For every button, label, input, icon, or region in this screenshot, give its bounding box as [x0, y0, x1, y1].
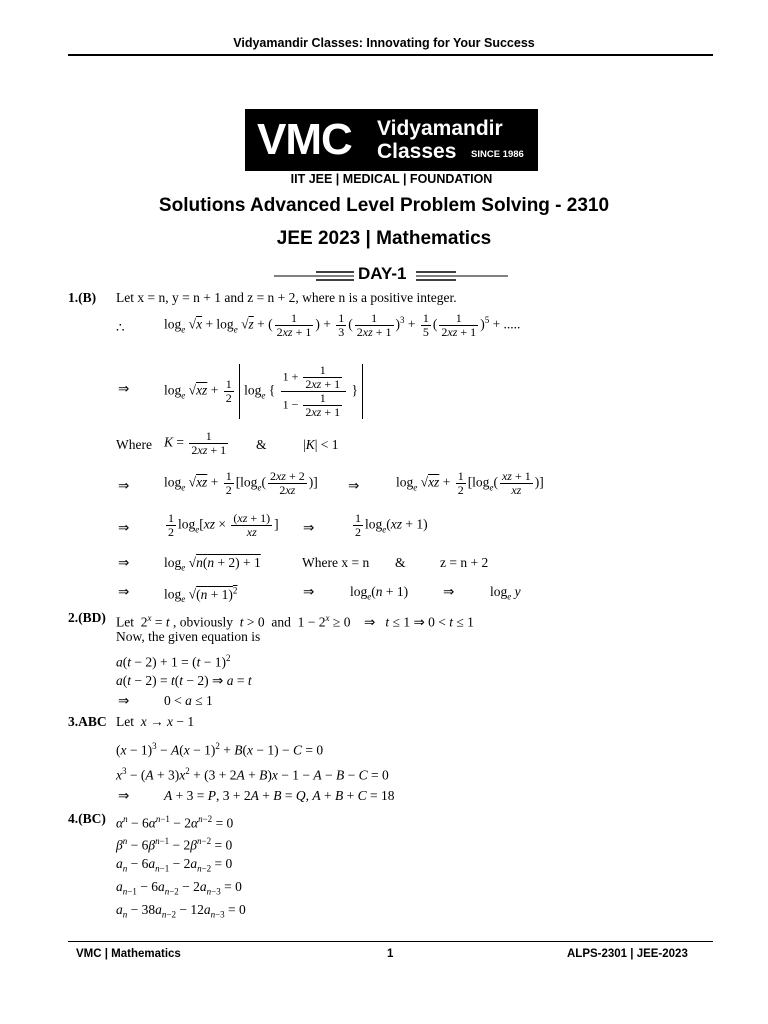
- implies-symbol: ⇒: [443, 584, 455, 599]
- q1-step-e: $\log_e √n(n + 2) + 1$: [164, 555, 261, 573]
- q1-step-g: $\log_e(n + 1)$: [350, 584, 409, 602]
- q1-step-log: $\log_e √xz$ + $\frac{1}{2}$ $\log_e$ { 1 + $\frac{1}{2xz + 1}$ 1 − $\frac{1}{2xz + 1}$ }: [164, 364, 363, 419]
- implies-symbol: ⇒: [118, 584, 130, 599]
- q3-let: Let x → x − 1: [116, 714, 195, 729]
- q4-eq5: $a_n - 38a_{n-2} - 12a_{n-3} = 0$: [116, 902, 246, 920]
- k-condition: |K| < 1: [303, 437, 339, 452]
- page-header: Vidyamandir Classes: Innovating for Your Success: [233, 36, 535, 50]
- logo-name-line2: Classes: [377, 140, 457, 163]
- where-x: Where x = n: [302, 555, 370, 570]
- q1-step-b: $\log_e √xz$ + $\frac{1}{2}$ [$\log_e$( $\frac{xz + 1}{xz}$ )]: [396, 469, 544, 497]
- footer-left: VMC | Mathematics: [76, 948, 181, 960]
- q1-step-c: $\frac{1}{2}$ $\log_e[xz$ × $\frac{(xz + 1)}{xz}$ ]: [168, 511, 279, 539]
- q2-let: Let $2^x = t$ , obviously t > 0 and $1 - 2^x \ge 0$ ⇒ t ≤ 1 ⇒ 0 < t ≤ 1: [116, 613, 474, 630]
- implies-symbol: ⇒: [348, 478, 360, 493]
- q4-eq2: $\beta^n - 6\beta^{n-1} - 2\beta^{n-2} = 0$: [116, 836, 233, 853]
- implies-symbol: ⇒: [118, 788, 130, 803]
- implies-symbol: ⇒: [118, 381, 130, 396]
- day-banner: [270, 264, 510, 286]
- implies-symbol: ⇒: [118, 555, 130, 570]
- q1-series: $\log_e √x + \log_e √z$ + ( $\frac{1}{2xz + 1}$ ) + $\frac{1}{3}$ ( $\frac{1}{2xz + 1}$ )$^3$ + $\frac{1}{5}$ ( $\frac{1}{2xz + 1}$ )$^5$ + .....: [164, 311, 521, 339]
- implies-symbol: ⇒: [303, 520, 315, 535]
- q4-eq1: $\alpha^n - 6\alpha^{n-1} - 2\alpha^{n-2} = 0$: [116, 814, 234, 831]
- q1-step-f: $\log_e √(n + 1)^2$: [164, 585, 238, 605]
- q2-eq2: a(t − 2) = t(t − 2) ⇒ a = t: [116, 673, 252, 688]
- day-label: DAY-1: [358, 264, 407, 283]
- logo-name-line1: Vidyamandir: [377, 117, 503, 140]
- q4-eq4: $a_{n-1} - 6a_{n-2} - 2a_{n-3} = 0$: [116, 879, 242, 897]
- implies-symbol: ⇒: [303, 584, 315, 599]
- q4-eq3: $a_n - 6a_{n-1} - 2a_{n-2} = 0$: [116, 856, 233, 874]
- implies-symbol: ⇒: [118, 693, 130, 708]
- z-equation: z = n + 2: [440, 555, 489, 570]
- q1-step-a: $\log_e √xz$ + $\frac{1}{2}$ [$\log_e$( $\frac{2xz + 2}{2xz}$ )]: [164, 469, 318, 497]
- therefore-symbol: ∴: [116, 320, 125, 335]
- q3-number: 3.ABC: [68, 714, 107, 729]
- ampersand: &: [256, 437, 267, 452]
- implies-symbol: ⇒: [118, 478, 130, 493]
- q3-answer: A + 3 = P, 3 + 2A + B = Q, A + B + C = 18: [164, 788, 395, 803]
- doc-title: Solutions Advanced Level Problem Solving - 2310: [158, 195, 610, 216]
- vmc-logo: [245, 109, 538, 171]
- doc-subtitle: JEE 2023 | Mathematics: [276, 228, 492, 249]
- q2-number: 2.(BD): [68, 610, 106, 625]
- implies-symbol: ⇒: [118, 520, 130, 535]
- q3-eq1: $(x - 1)^3 - A(x - 1)^2 + B(x - 1) - C = 0$: [116, 741, 324, 758]
- q2-eq1: $a(t - 2) + 1 = (t - 1)^2$: [116, 653, 231, 670]
- q3-eq2: $x^3 - (A + 3)x^2 + (3 + 2A + B)x - 1 - A - B - C = 0$: [116, 766, 389, 783]
- q1-intro: Let x = n, y = n + 1 and z = n + 2, where n is a positive integer.: [116, 290, 457, 305]
- footer-right: ALPS-2301 | JEE-2023: [567, 948, 688, 960]
- k-definition: K = $\frac{1}{2xz + 1}$: [164, 429, 227, 457]
- ampersand: &: [395, 555, 406, 570]
- logo-since: SINCE 1986: [471, 149, 524, 160]
- footer-rule: [68, 941, 713, 942]
- where-label: Where: [116, 437, 152, 452]
- q4-number: 4.(BC): [68, 811, 106, 826]
- q1-step-d: $\frac{1}{2}$ $\log_e(xz + 1)$: [355, 511, 428, 539]
- header-rule: [68, 54, 713, 56]
- logo-tagline: IIT JEE | MEDICAL | FOUNDATION: [290, 172, 493, 186]
- logo-mark: VMC: [257, 115, 352, 164]
- q1-number: 1.(B): [68, 290, 97, 305]
- q2-now: Now, the given equation is: [116, 629, 261, 644]
- q1-answer: $\log_e y$: [490, 584, 521, 602]
- page-number: 1: [387, 948, 394, 960]
- q2-answer: 0 < a ≤ 1: [164, 693, 213, 708]
